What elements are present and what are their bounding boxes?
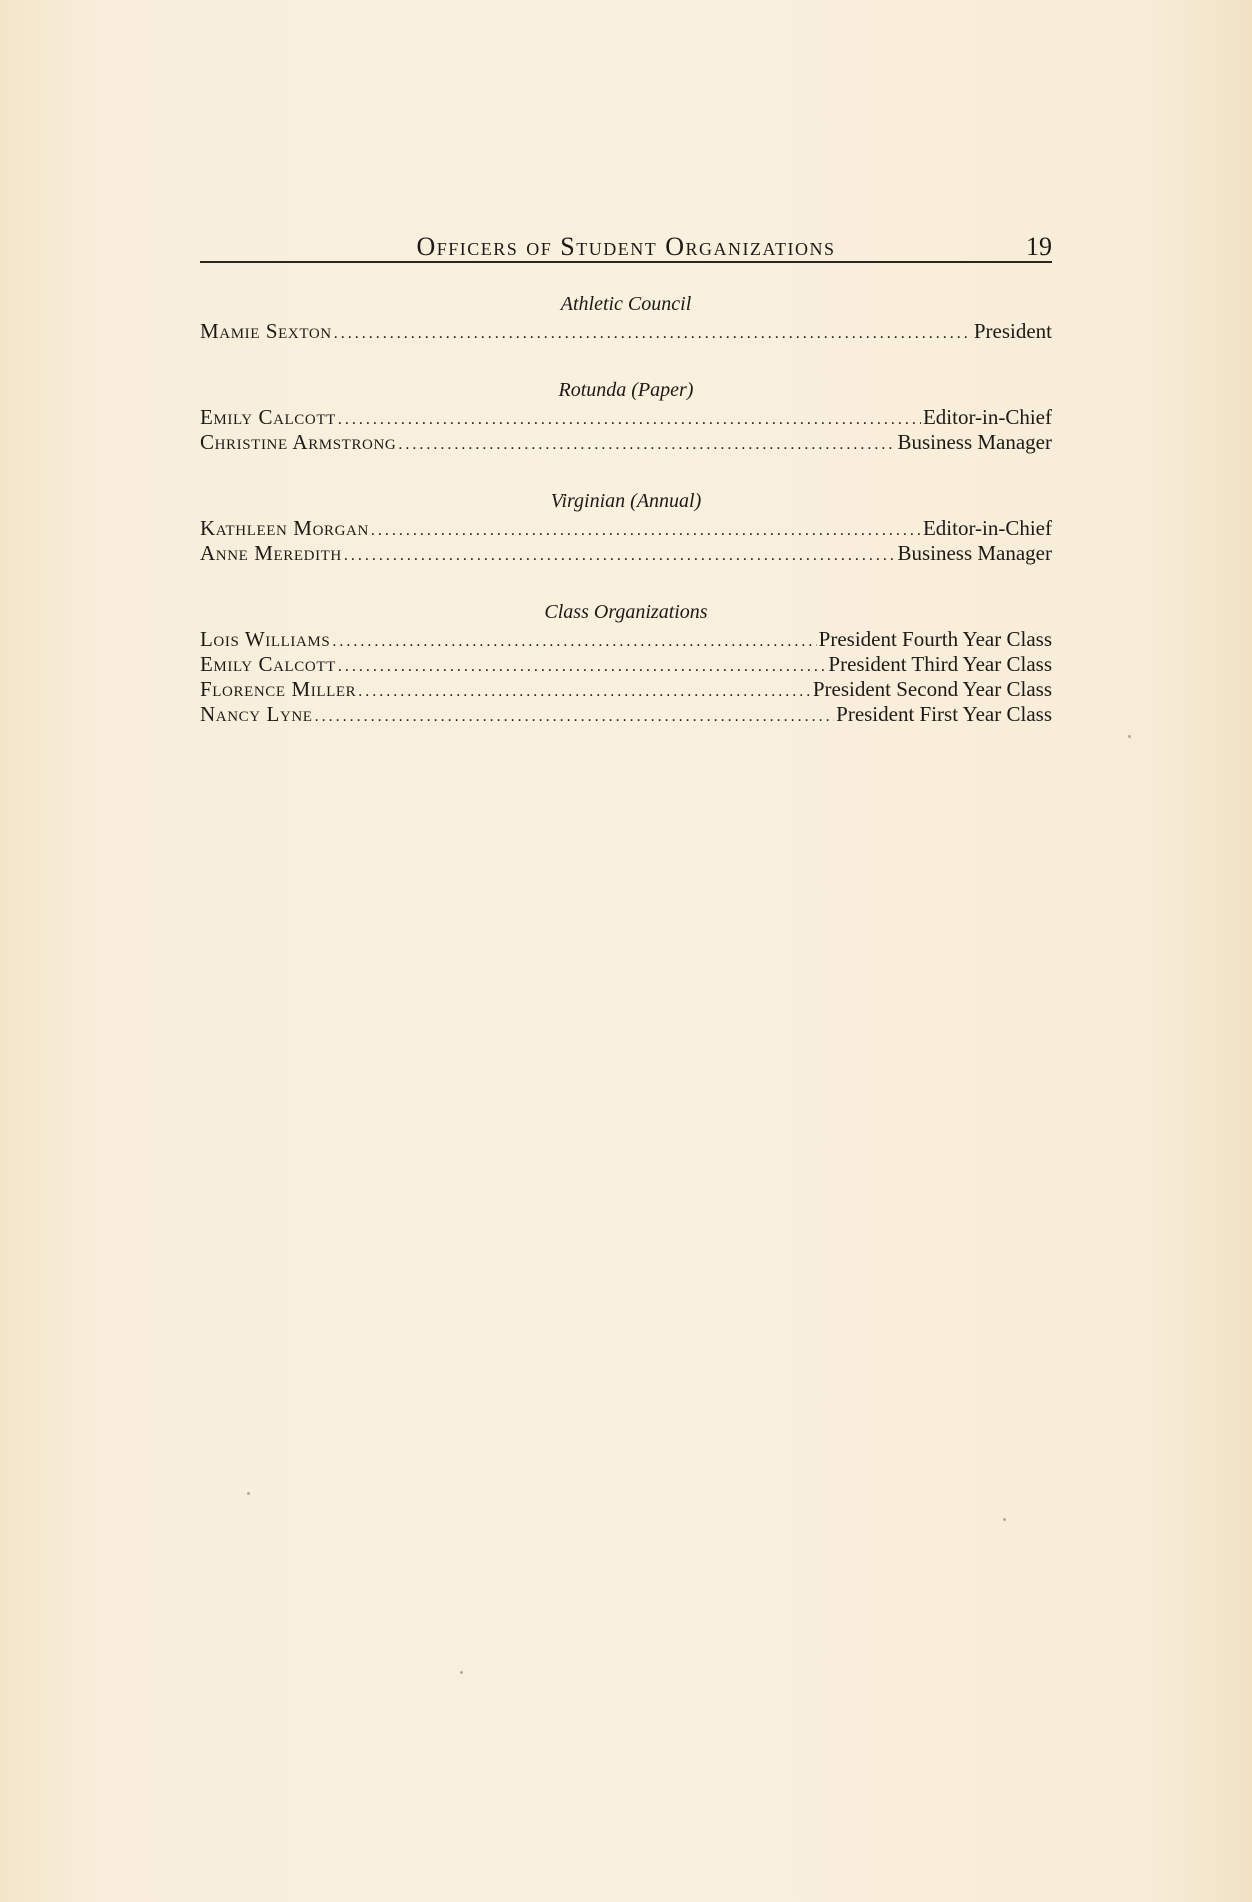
section-heading: Athletic Council <box>560 293 692 315</box>
officer-entry <box>200 431 1052 456</box>
section-athletic-council <box>200 292 1052 345</box>
section-virginian <box>200 489 1052 567</box>
officer-entry <box>200 678 1052 703</box>
officer-entry <box>200 542 1052 567</box>
dot-leader <box>371 520 921 542</box>
page-title: Officers of Student Organizations <box>416 232 836 261</box>
officer-role: Business Manager <box>897 430 1052 454</box>
officer-entry <box>200 517 1052 542</box>
officer-role: President First Year Class <box>836 702 1052 726</box>
officer-name: Christine Armstrong <box>200 430 397 454</box>
section-heading: Class Organizations <box>544 601 708 623</box>
section-class-organizations <box>200 600 1052 728</box>
officer-role: President <box>973 319 1052 343</box>
dot-leader <box>334 323 972 345</box>
officer-name: Mamie Sexton <box>200 319 332 343</box>
paper-speck <box>1128 735 1131 738</box>
header-rule <box>200 261 1052 263</box>
dot-leader <box>358 681 811 703</box>
section-heading: Virginian (Annual) <box>550 490 702 512</box>
officer-role: Business Manager <box>897 541 1052 565</box>
dot-leader <box>315 706 835 728</box>
officer-name: Emily Calcott <box>200 652 336 676</box>
officer-name: Anne Meredith <box>200 541 342 565</box>
section-heading: Rotunda (Paper) <box>558 379 694 401</box>
page-number: 19 <box>1026 232 1052 261</box>
dot-leader <box>338 656 827 678</box>
officer-entry <box>200 653 1052 678</box>
officer-entry <box>200 628 1052 653</box>
officer-entry <box>200 703 1052 728</box>
dot-leader <box>398 434 895 456</box>
section-rotunda <box>200 378 1052 456</box>
officer-name: Florence Miller <box>200 677 357 701</box>
paper-speck <box>247 1492 250 1495</box>
officer-role: President Third Year Class <box>828 652 1052 676</box>
paper-speck <box>1003 1518 1006 1521</box>
dot-leader <box>338 409 921 431</box>
officer-name: Kathleen Morgan <box>200 516 369 540</box>
officer-role: Editor-in-Chief <box>922 516 1052 540</box>
officer-role: President Second Year Class <box>812 677 1052 701</box>
officer-name: Nancy Lyne <box>200 702 313 726</box>
officer-entry <box>200 406 1052 431</box>
officer-name: Lois Williams <box>200 627 331 651</box>
officer-entry <box>200 320 1052 345</box>
dot-leader <box>344 545 896 567</box>
officer-role: President Fourth Year Class <box>818 627 1052 651</box>
paper-speck <box>460 1671 463 1674</box>
dot-leader <box>332 631 816 653</box>
officers-list <box>200 292 1052 761</box>
officer-role: Editor-in-Chief <box>922 405 1052 429</box>
officer-name: Emily Calcott <box>200 405 336 429</box>
